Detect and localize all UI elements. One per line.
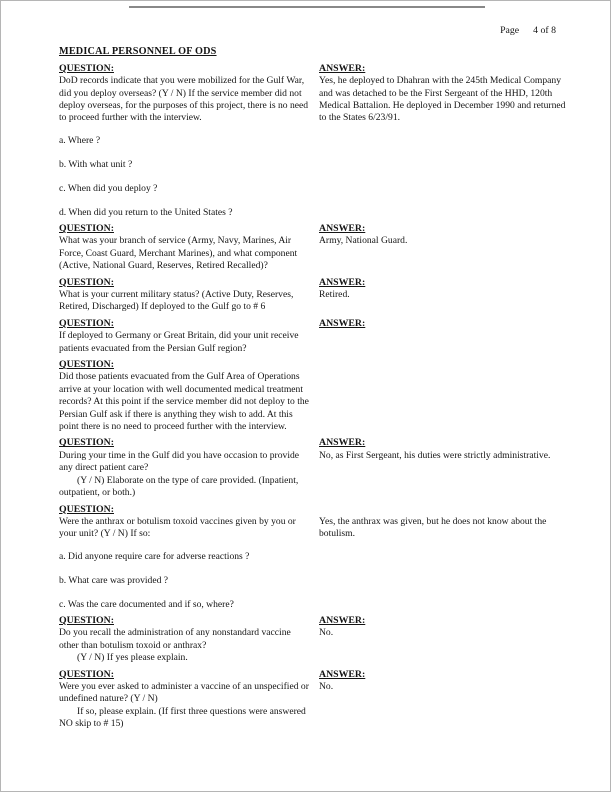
answer-column xyxy=(319,504,571,541)
question-text: Were the anthrax or botulism toxoid vaccines given by you or your unit? (Y / N) If so: xyxy=(59,515,296,540)
question-text: Did those patients evacuated from the Gulf Area of Operations arrive at your location with well documented medical treatment records? At this point if the service member did not deploy to the Persian Gulf ask if there is anything they wish to add. At this point there is no need to proceed further with the interview. xyxy=(59,371,309,433)
question-column xyxy=(59,277,309,314)
qa-block-military-status xyxy=(59,277,570,314)
answer-column xyxy=(319,277,571,302)
qa-block-unspecified-vaccine xyxy=(59,669,570,731)
document-title: MEDICAL PERSONNEL OF ODS xyxy=(59,46,217,58)
question-label: QUESTION: xyxy=(59,317,114,329)
question-text: DoD records indicate that you were mobilized for the Gulf War, did you deploy overseas? (Y / N) If the service member did not deploy overseas, for the purposes of this project, there is no need to proceed further with the interview. xyxy=(59,75,309,124)
question-text-indented: If so, please explain. (If first three questions were answered NO skip to # 15) xyxy=(59,705,306,730)
answer-text: Yes, the anthrax was given, but he does not know about the botulism. xyxy=(319,515,547,540)
answer-column xyxy=(319,223,571,248)
sub-question-c: c. When did you deploy ? xyxy=(59,182,158,194)
sub-question-d: d. When did you return to the United States ? xyxy=(59,206,233,218)
answer-label: ANSWER: xyxy=(319,276,366,288)
answer-spacer xyxy=(319,504,571,516)
question-label: QUESTION: xyxy=(59,222,114,234)
qa-block-deploy-overseas xyxy=(59,63,570,125)
question-text: What is your current military status? (Active Duty, Reserves, Retired, Discharged) If deployed to the Gulf go to # 6 xyxy=(59,289,294,313)
answer-label: ANSWER: xyxy=(319,317,366,329)
sub-questions-vaccines xyxy=(59,551,570,611)
question-label: QUESTION: xyxy=(59,668,114,680)
page-label: Page xyxy=(500,25,520,36)
question-label: QUESTION: xyxy=(59,276,114,288)
qa-block-evacuated-patients xyxy=(59,359,570,433)
question-column xyxy=(59,359,309,433)
question-text: During your time in the Gulf did you have occasion to provide any direct patient care? xyxy=(59,449,300,474)
question-text-indented: (Y / N) Elaborate on the type of care provided. (Inpatient, outpatient, or both.) xyxy=(59,474,299,499)
question-column xyxy=(59,669,309,731)
qa-block-nonstandard-vaccine xyxy=(59,615,570,665)
question-column xyxy=(59,63,309,125)
qa-block-vaccines xyxy=(59,504,570,541)
sub-question-b: b. What care was provided ? xyxy=(59,574,169,586)
question-label: QUESTION: xyxy=(59,614,114,626)
answer-text: Retired. xyxy=(319,289,350,300)
answer-label: ANSWER: xyxy=(319,62,366,74)
question-column xyxy=(59,504,309,541)
answer-label: ANSWER: xyxy=(319,222,366,234)
qa-block-branch-of-service xyxy=(59,223,570,273)
question-text: If deployed to Germany or Great Britain, did your unit receive patients evacuated from the Persian Gulf region? xyxy=(59,330,299,354)
scan-artifact-line xyxy=(129,6,485,8)
sub-question-b: b. With what unit ? xyxy=(59,158,133,170)
answer-column xyxy=(319,63,571,125)
qa-block-germany-britain xyxy=(59,318,570,355)
question-column xyxy=(59,437,309,499)
answer-text: Yes, he deployed to Dhahran with the 245th Medical Company and was detached to be the First Sergeant of the HHD, 120th Medical Battalion. He deployed in December 1990 and returned to the States 6/23/91. xyxy=(319,75,566,124)
answer-text: No, as First Sergeant, his duties were strictly administrative. xyxy=(319,449,551,461)
question-text-indented: (Y / N) If yes please explain. xyxy=(77,652,188,664)
question-label: QUESTION: xyxy=(59,503,114,515)
question-column xyxy=(59,318,309,355)
question-label: QUESTION: xyxy=(59,359,114,371)
answer-column xyxy=(319,318,571,330)
question-text: Were you ever asked to administer a vaccine of an unspecified or undefined nature? (Y / N) xyxy=(59,680,309,705)
sub-question-a: a. Did anyone require care for adverse reactions ? xyxy=(59,550,250,562)
page-header xyxy=(59,25,570,37)
question-column xyxy=(59,223,309,273)
question-label: QUESTION: xyxy=(59,62,114,74)
sub-question-c: c. Was the care documented and if so, where? xyxy=(59,598,234,610)
sub-questions-deploy xyxy=(59,135,570,219)
question-text: What was your branch of service (Army, Navy, Marines, Air Force, Coast Guard, Merchant Marines), and what component (Active, National Guard, Reserves, Retired Recalled)? xyxy=(59,235,298,272)
answer-text: Army, National Guard. xyxy=(319,235,408,247)
sub-question-a: a. Where ? xyxy=(59,134,101,146)
answer-text: No. xyxy=(319,680,334,692)
question-text: Do you recall the administration of any nonstandard vaccine other than botulism toxoid or anthrax? xyxy=(59,627,291,651)
document-content xyxy=(1,1,610,731)
question-column xyxy=(59,615,309,665)
qa-block-patient-care xyxy=(59,437,570,499)
answer-label: ANSWER: xyxy=(319,437,366,449)
answer-text: No. xyxy=(319,627,334,639)
answer-label: ANSWER: xyxy=(319,668,366,680)
answer-column xyxy=(319,615,571,640)
answer-column xyxy=(319,669,571,694)
page-number: 4 of 8 xyxy=(533,25,556,36)
question-label: QUESTION: xyxy=(59,437,114,449)
answer-column xyxy=(319,437,571,462)
answer-label: ANSWER: xyxy=(319,614,366,626)
